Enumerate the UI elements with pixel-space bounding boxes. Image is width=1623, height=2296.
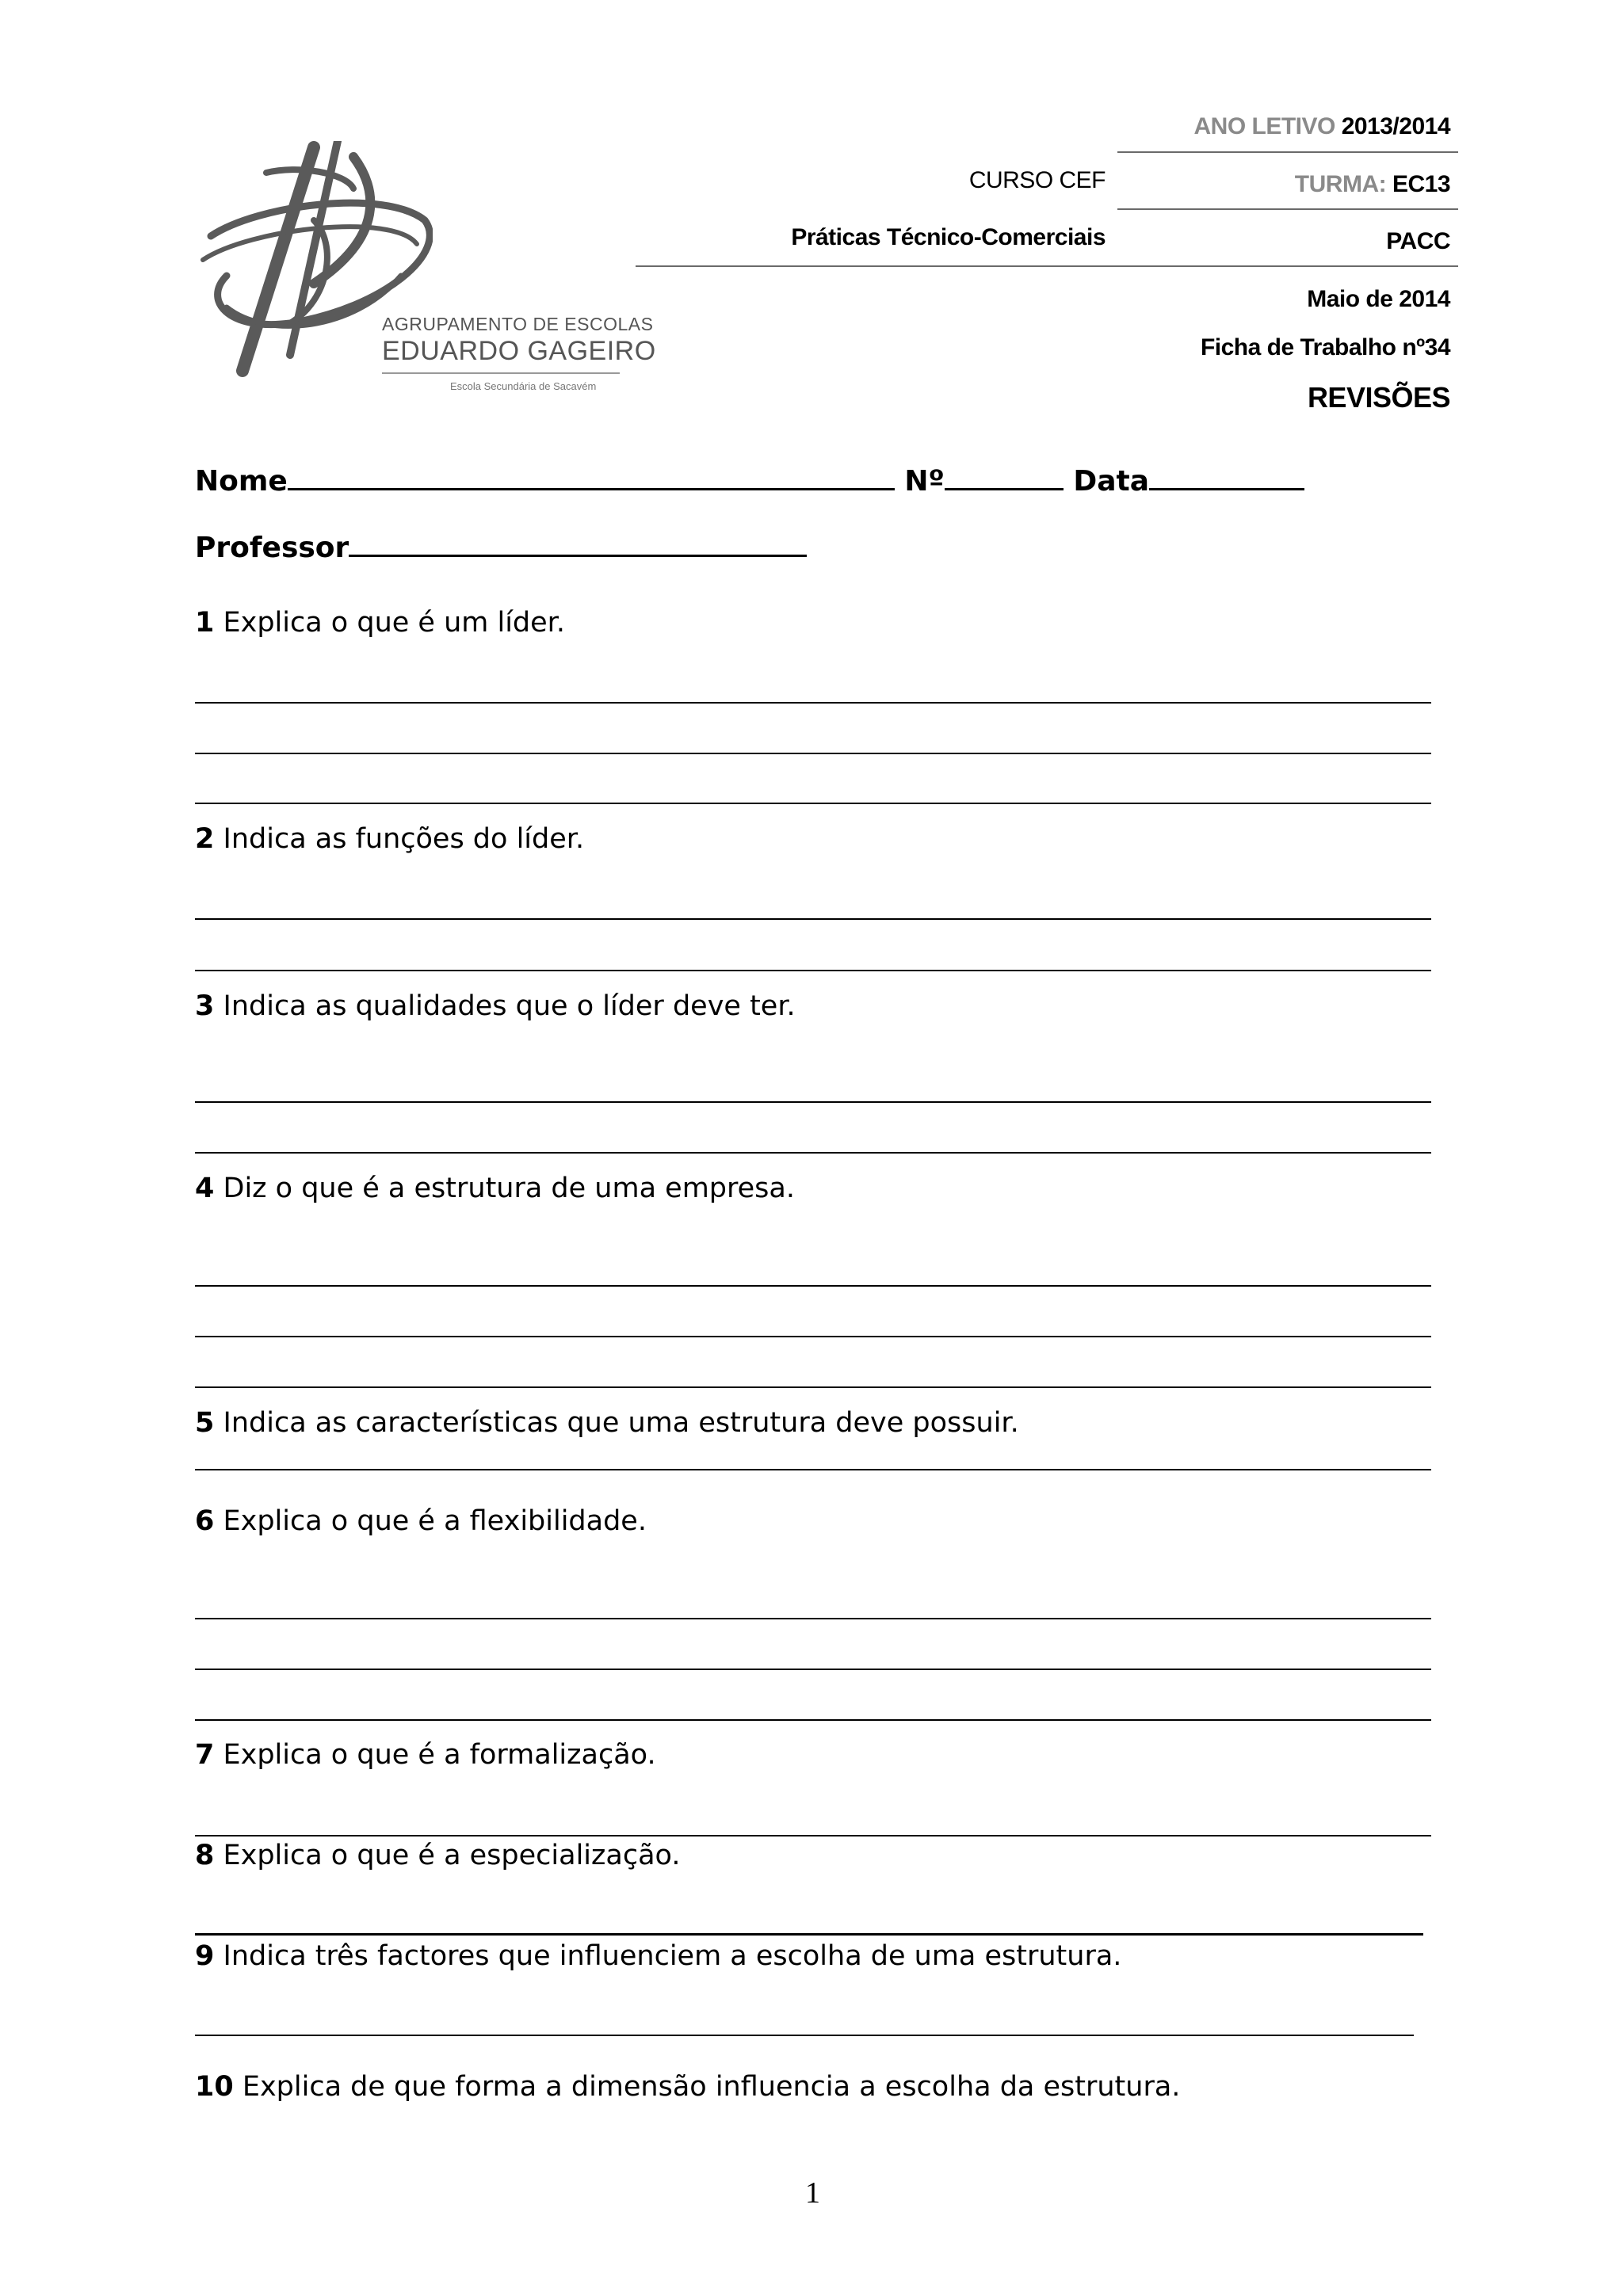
ficha-titulo: REVISÕES bbox=[1307, 381, 1450, 414]
question-4 bbox=[195, 1173, 795, 1204]
school-logo bbox=[195, 141, 656, 402]
answer-line[interactable] bbox=[195, 753, 1431, 754]
question-text: Explica o que é a formalização. bbox=[223, 1739, 656, 1771]
answer-line[interactable] bbox=[195, 2035, 1414, 2036]
question-3 bbox=[195, 990, 796, 1022]
question-text: Explica de que forma a dimensão influencia a escolha da estrutura. bbox=[242, 2071, 1181, 2103]
turma bbox=[1295, 171, 1450, 198]
professor-row bbox=[195, 531, 807, 564]
answer-line[interactable] bbox=[195, 1933, 1423, 1936]
header-rule-1 bbox=[1117, 151, 1458, 153]
ano-letivo-label: ANO LETIVO bbox=[1193, 113, 1335, 139]
data-ficha: Maio de 2014 bbox=[1307, 286, 1450, 312]
nome-field[interactable] bbox=[288, 464, 895, 490]
question-text: Explica o que é a flexibilidade. bbox=[223, 1505, 647, 1537]
question-text: Explica o que é um líder. bbox=[223, 607, 565, 639]
nome-label: Nome bbox=[195, 465, 288, 498]
school-name-line3: Escola Secundária de Sacavém bbox=[450, 380, 597, 392]
question-number: 10 bbox=[195, 2071, 234, 2103]
question-number: 8 bbox=[195, 1840, 215, 1871]
answer-line[interactable] bbox=[195, 1285, 1431, 1287]
question-text: Indica três factores que influenciem a escolha de uma estrutura. bbox=[223, 1940, 1122, 1972]
school-name-line2: EDUARDO GAGEIRO bbox=[382, 336, 656, 366]
question-number: 7 bbox=[195, 1739, 215, 1771]
ano-letivo-value: 2013/2014 bbox=[1341, 113, 1450, 139]
question-number: 9 bbox=[195, 1940, 215, 1972]
logo-divider bbox=[382, 372, 620, 374]
question-text: Indica as qualidades que o líder deve ter. bbox=[223, 990, 796, 1022]
sigla: PACC bbox=[1386, 228, 1450, 254]
header-rule-3 bbox=[636, 265, 1458, 267]
data-label: Data bbox=[1073, 465, 1150, 498]
question-2 bbox=[195, 823, 584, 855]
school-name-line1: AGRUPAMENTO DE ESCOLAS bbox=[382, 314, 654, 334]
question-number: 6 bbox=[195, 1505, 215, 1537]
answer-line[interactable] bbox=[195, 1152, 1431, 1154]
answer-line[interactable] bbox=[195, 970, 1431, 971]
student-info-row bbox=[195, 464, 1304, 498]
header-rule-2 bbox=[1117, 208, 1458, 210]
turma-value: EC13 bbox=[1392, 171, 1450, 197]
disciplina: Práticas Técnico-Comerciais bbox=[791, 224, 1106, 250]
question-number: 2 bbox=[195, 823, 215, 855]
turma-label: TURMA: bbox=[1294, 171, 1387, 197]
answer-line[interactable] bbox=[195, 1835, 1431, 1836]
ficha-numero: Ficha de Trabalho nº34 bbox=[1200, 334, 1450, 360]
answer-line[interactable] bbox=[195, 1386, 1431, 1388]
question-number: 3 bbox=[195, 990, 215, 1022]
question-7 bbox=[195, 1739, 656, 1771]
answer-line[interactable] bbox=[195, 1669, 1431, 1670]
professor-field[interactable] bbox=[349, 531, 807, 557]
question-1 bbox=[195, 607, 565, 639]
answer-line[interactable] bbox=[195, 1469, 1431, 1470]
numero-field[interactable] bbox=[945, 464, 1064, 490]
answer-line[interactable] bbox=[195, 803, 1431, 804]
answer-line[interactable] bbox=[195, 1618, 1431, 1619]
numero-label: Nº bbox=[904, 465, 945, 498]
answer-line[interactable] bbox=[195, 1719, 1431, 1721]
question-8 bbox=[195, 1840, 680, 1871]
ano-letivo bbox=[1194, 113, 1451, 140]
question-text: Diz o que é a estrutura de uma empresa. bbox=[223, 1173, 795, 1204]
question-number: 4 bbox=[195, 1173, 215, 1204]
data-field[interactable] bbox=[1149, 464, 1304, 490]
question-9 bbox=[195, 1940, 1121, 1972]
question-text: Indica as características que uma estrutura deve possuir. bbox=[223, 1407, 1019, 1439]
page-number: 1 bbox=[805, 2176, 820, 2210]
curso: CURSO CEF bbox=[968, 167, 1106, 193]
question-text: Indica as funções do líder. bbox=[223, 823, 585, 855]
question-number: 5 bbox=[195, 1407, 215, 1439]
question-10 bbox=[195, 2071, 1180, 2103]
question-number: 1 bbox=[195, 607, 215, 639]
answer-line[interactable] bbox=[195, 918, 1431, 920]
professor-label: Professor bbox=[195, 532, 349, 564]
question-5 bbox=[195, 1407, 1019, 1439]
question-text: Explica o que é a especialização. bbox=[223, 1840, 681, 1871]
question-6 bbox=[195, 1505, 647, 1537]
answer-line[interactable] bbox=[195, 1101, 1431, 1103]
answer-line[interactable] bbox=[195, 1336, 1431, 1337]
answer-line[interactable] bbox=[195, 702, 1431, 704]
